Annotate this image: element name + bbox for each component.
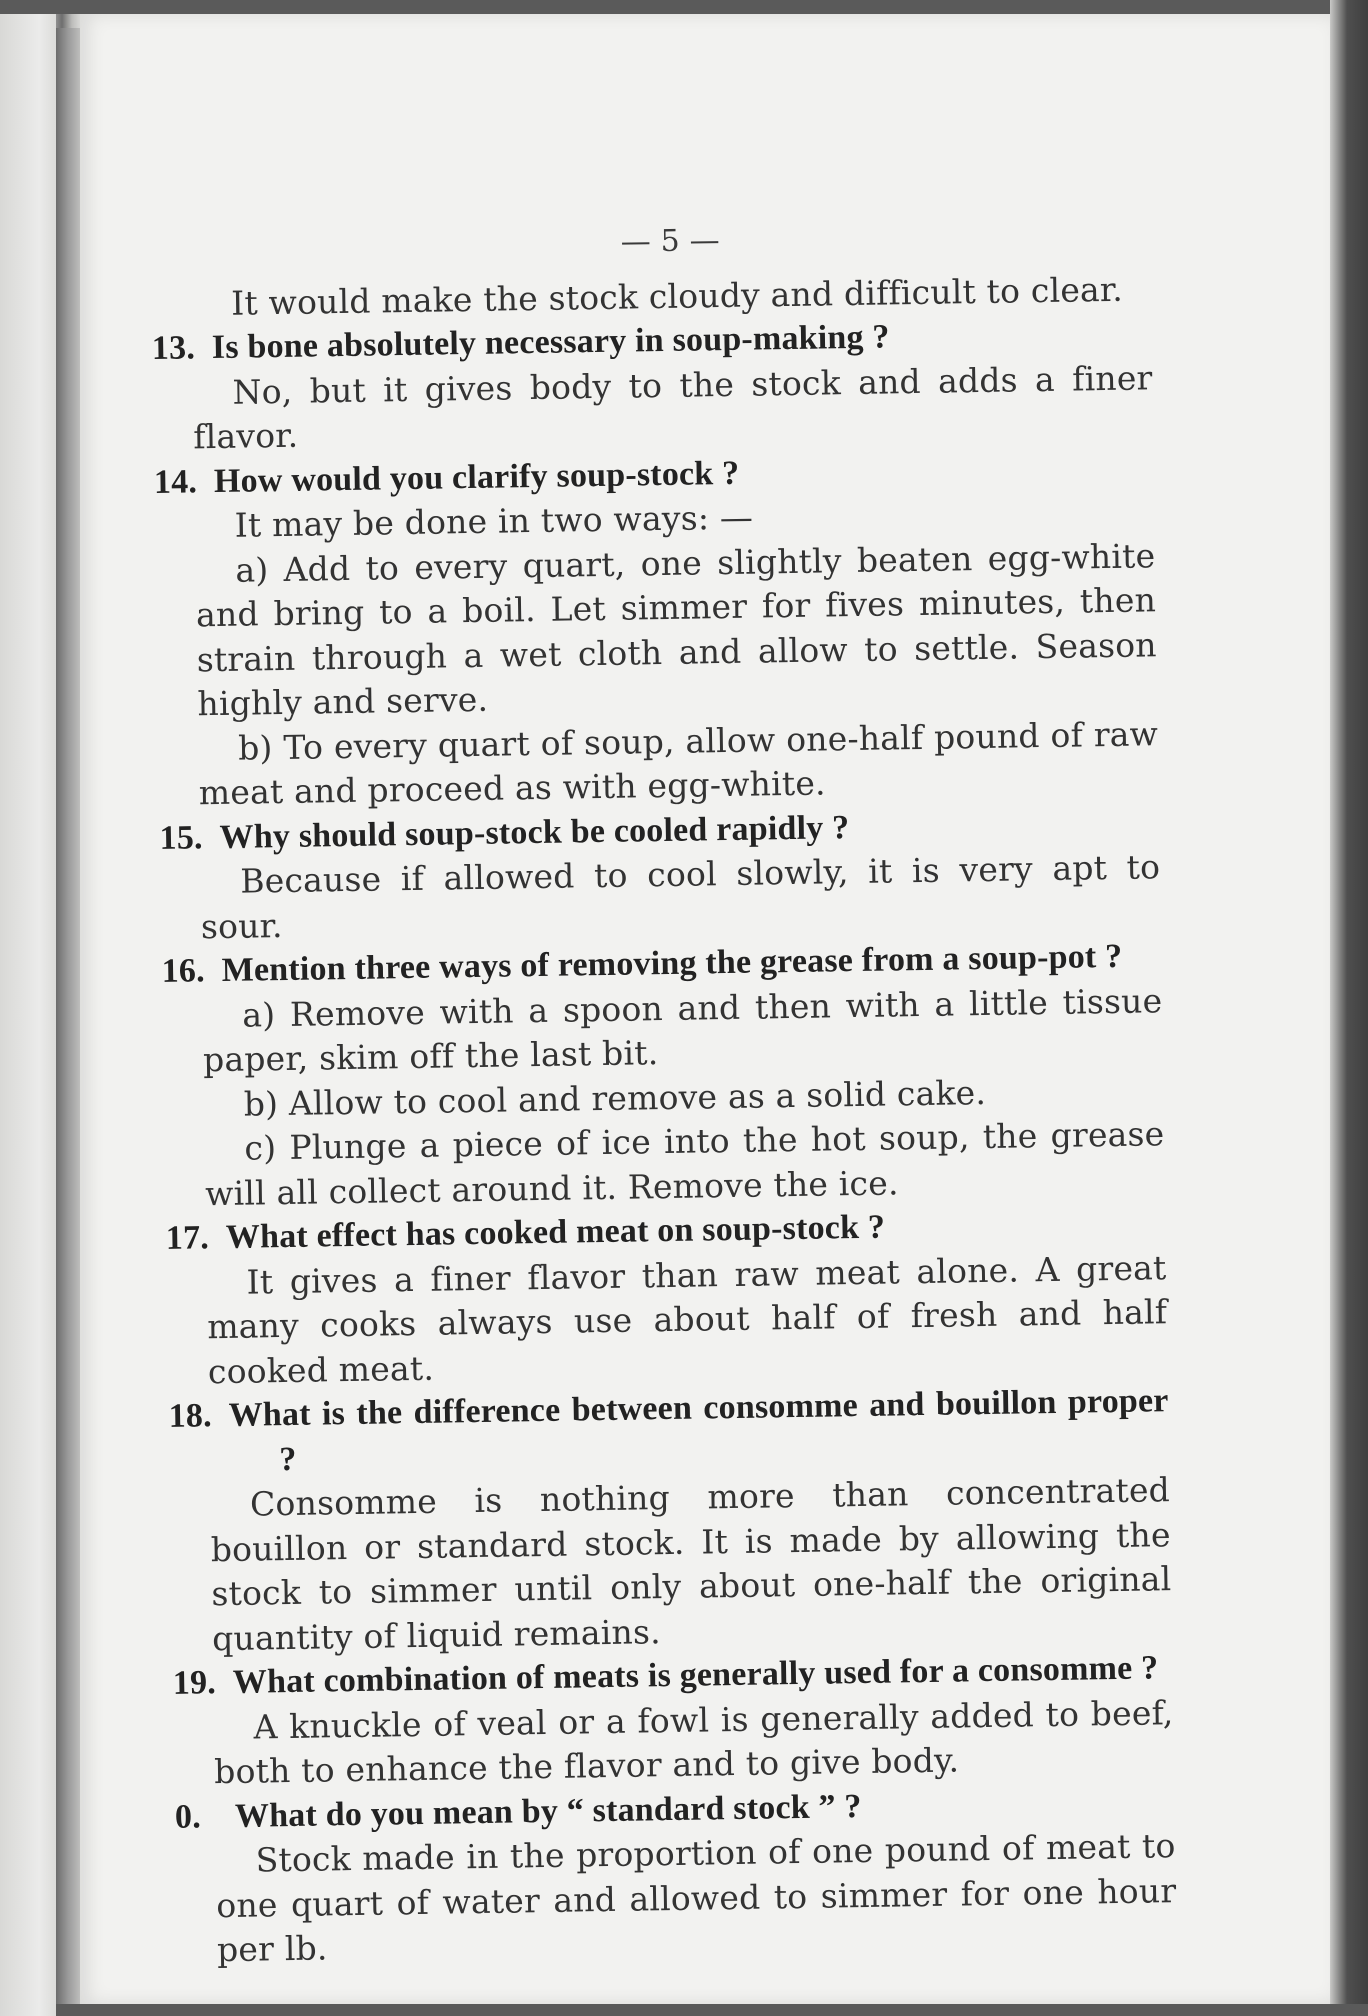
answer-paragraph: Because if allowed to cool slowly, it is very apt to sour. — [200, 847, 1161, 946]
scan-bottom-edge — [56, 2004, 1368, 2016]
question-number: 17. — [165, 1219, 210, 1257]
question-text: What is the difference between consomme and bouillon proper ? — [228, 1382, 1169, 1478]
facing-page-edge — [0, 14, 56, 2016]
question-text: What do you mean by “ standard stock ” ? — [234, 1787, 862, 1835]
question-number: 19. — [172, 1664, 217, 1702]
question-heading — [168, 1379, 1169, 1484]
question-number: 0. — [174, 1797, 202, 1836]
answer-paragraph: It gives a finer flavor than raw meat alone. A great many cooks always use about half of fresh and half cooked meat. — [206, 1247, 1168, 1391]
question-number: 14. — [153, 462, 198, 501]
answer-paragraph: b) Allow to cool and remove as a solid cake. — [243, 1072, 987, 1124]
answer-paragraph: Stock made in the proportion of one pound of meat to one quart of water and allowed to simmer for one hour per lb. — [216, 1826, 1177, 1970]
scan-top-edge — [0, 0, 1368, 14]
answer-paragraph: No, but it gives body to the stock and adds a finer flavor. — [192, 357, 1153, 457]
answer-paragraph: Consomme is nothing more than concentrated bouillon or standard stock. It is made by allowing the stock to simmer until only about one-half the original quantity of liquid remains. — [210, 1470, 1172, 1658]
question-number: 16. — [161, 952, 206, 990]
page-number: — 5 — — [620, 223, 721, 260]
question-text: Mention three ways of removing the grease from a soup-pot ? — [221, 937, 1123, 989]
question-text: Is bone absolutely necessary in soup-making ? — [211, 318, 890, 367]
answer-paragraph: It may be done in two ways: — — [234, 497, 754, 545]
answer-paragraph: a) Add to every quart, one slightly beaten egg-white and bring to a boil. Let simmer for fives minutes, then strain through a wet cloth and allow to settle. Season highly and serve. — [195, 535, 1157, 724]
question-number: 15. — [159, 818, 203, 857]
question-text: What combination of meats is generally used for a consomme ? — [232, 1649, 1159, 1701]
question-text: Why should soup-stock be cooled rapidly ? — [219, 808, 850, 856]
scan-right-edge — [1330, 0, 1368, 2016]
answer-paragraph: b) To every quart of soup, allow one-half pound of raw meat and proceed as with egg-white. — [198, 713, 1159, 813]
question-text: How would you clarify soup-stock ? — [213, 454, 740, 500]
page-content — [150, 212, 1177, 1973]
question-number: 13. — [151, 329, 196, 367]
question-number: 18. — [168, 1397, 213, 1435]
answer-paragraph: a) Remove with a spoon and then with a little tissue paper, skim off the last bit. — [202, 980, 1163, 1080]
answer-paragraph: A knuckle of veal or a fowl is generally added to beef, both to enhance the flavor and to give body. — [213, 1692, 1174, 1792]
question-text: What effect has cooked meat on soup-stock ? — [225, 1208, 886, 1256]
answer-paragraph: It would make the stock cloudy and difficult to clear. — [230, 269, 1124, 323]
answer-paragraph: c) Plunge a piece of ice into the hot soup, the grease will all collect around it. Remove the ice. — [204, 1114, 1165, 1213]
